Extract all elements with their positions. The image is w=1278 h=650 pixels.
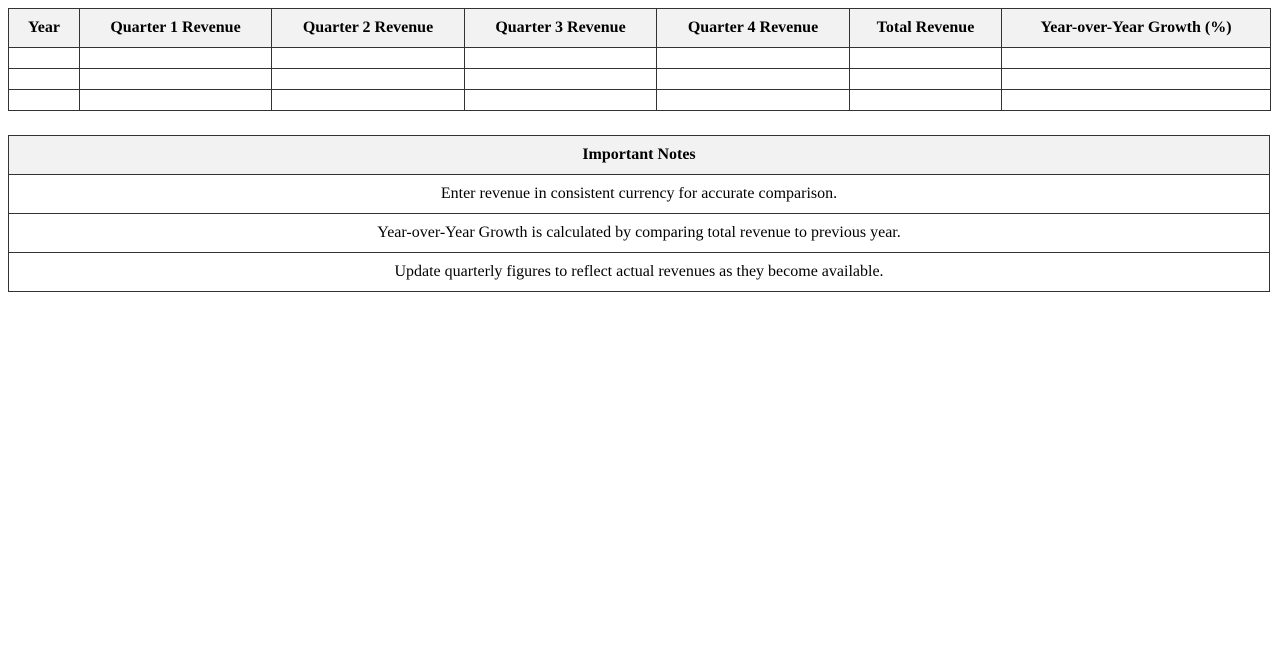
cell-q1-revenue [80, 48, 272, 69]
cell-total-revenue [850, 48, 1002, 69]
list-item [9, 175, 1270, 214]
cell-q2-revenue [272, 90, 465, 111]
cell-q3-revenue [465, 90, 657, 111]
header-quarter-3-revenue: Quarter 3 Revenue [465, 9, 657, 48]
note-text: Enter revenue in consistent currency for accurate comparison. [9, 175, 1270, 214]
header-quarter-4-revenue: Quarter 4 Revenue [657, 9, 850, 48]
list-item [9, 214, 1270, 253]
cell-q1-revenue [80, 90, 272, 111]
header-total-revenue: Total Revenue [850, 9, 1002, 48]
table-row [9, 90, 1271, 111]
cell-year [9, 48, 80, 69]
cell-q1-revenue [80, 69, 272, 90]
header-quarter-2-revenue: Quarter 2 Revenue [272, 9, 465, 48]
table-row [9, 69, 1271, 90]
note-text: Update quarterly figures to reflect actual revenues as they become available. [9, 253, 1270, 292]
cell-year [9, 90, 80, 111]
cell-total-revenue [850, 69, 1002, 90]
table-row [9, 48, 1271, 69]
header-quarter-1-revenue: Quarter 1 Revenue [80, 9, 272, 48]
notes-title: Important Notes [9, 136, 1270, 175]
cell-q2-revenue [272, 48, 465, 69]
note-text: Year-over-Year Growth is calculated by comparing total revenue to previous year. [9, 214, 1270, 253]
cell-q4-revenue [657, 90, 850, 111]
revenue-header-row [9, 9, 1271, 48]
cell-q4-revenue [657, 69, 850, 90]
list-item [9, 253, 1270, 292]
cell-q2-revenue [272, 69, 465, 90]
notes-table [8, 135, 1270, 292]
notes-header-row [9, 136, 1270, 175]
revenue-table [8, 8, 1271, 111]
cell-yoy-growth [1002, 69, 1271, 90]
cell-total-revenue [850, 90, 1002, 111]
cell-q3-revenue [465, 48, 657, 69]
cell-year [9, 69, 80, 90]
cell-yoy-growth [1002, 90, 1271, 111]
cell-yoy-growth [1002, 48, 1271, 69]
cell-q4-revenue [657, 48, 850, 69]
header-yoy-growth: Year-over-Year Growth (%) [1002, 9, 1271, 48]
header-year: Year [9, 9, 80, 48]
cell-q3-revenue [465, 69, 657, 90]
